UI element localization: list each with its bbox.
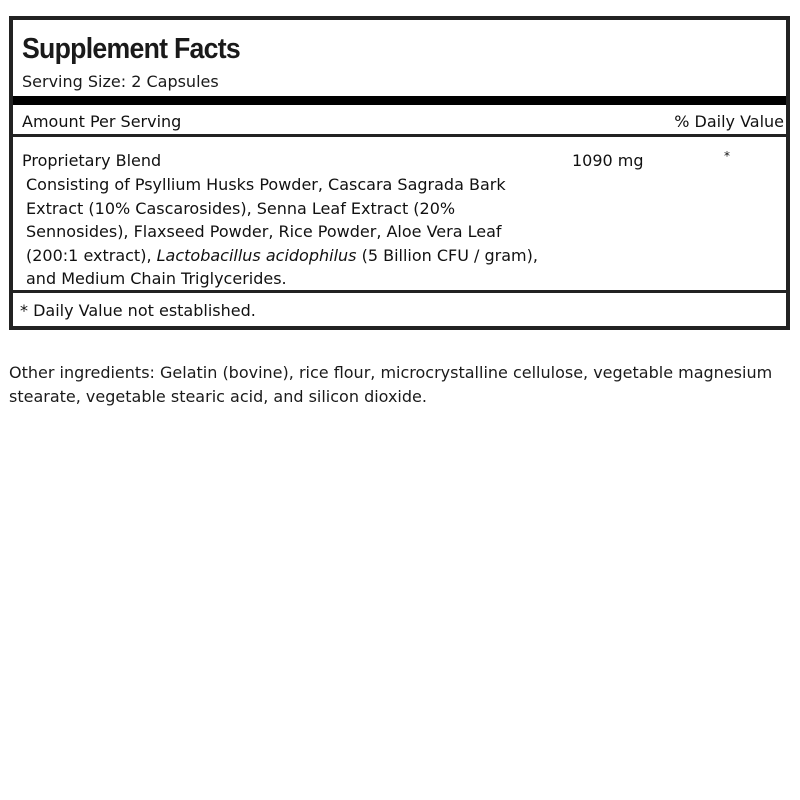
footnote-divider	[13, 290, 786, 293]
blend-amount: 1090 mg	[572, 151, 644, 170]
blend-name: Proprietary Blend	[22, 151, 162, 170]
blend-desc-text-end: (5 Billion CFU / gram), and Medium Chain Triglycerides.	[26, 245, 538, 288]
serving-size: Serving Size: 2 Capsules	[22, 72, 219, 91]
supplement-facts-panel	[9, 16, 790, 330]
daily-value-footnote: * Daily Value not established.	[20, 301, 256, 320]
other-ingredients: Other ingredients: Gelatin (bovine), rice flour, microcrystalline cellulose, vegetable magnesium stearate, vegetable stearic acid, and silicon dioxide.	[9, 363, 773, 406]
amount-per-serving-header: Amount Per Serving	[22, 112, 182, 131]
blend-daily-value: *	[724, 149, 730, 163]
panel-title: Supplement Facts	[22, 33, 241, 65]
daily-value-header: % Daily Value	[674, 112, 784, 131]
header-divider	[13, 134, 786, 137]
thick-divider	[13, 96, 786, 105]
blend-desc-text: Consisting of Psyllium Husks Powder, Cascara Sagrada Bark Extract (10% Cascarosides), Senna Leaf Extract (20% Sennosides), Flaxseed Powder, Rice Powder, Aloe Vera Leaf (200:1 extract),	[26, 175, 506, 265]
blend-ingredients-description	[26, 173, 551, 291]
blend-desc-italic: Lactobacillus acidophilus	[156, 245, 357, 265]
